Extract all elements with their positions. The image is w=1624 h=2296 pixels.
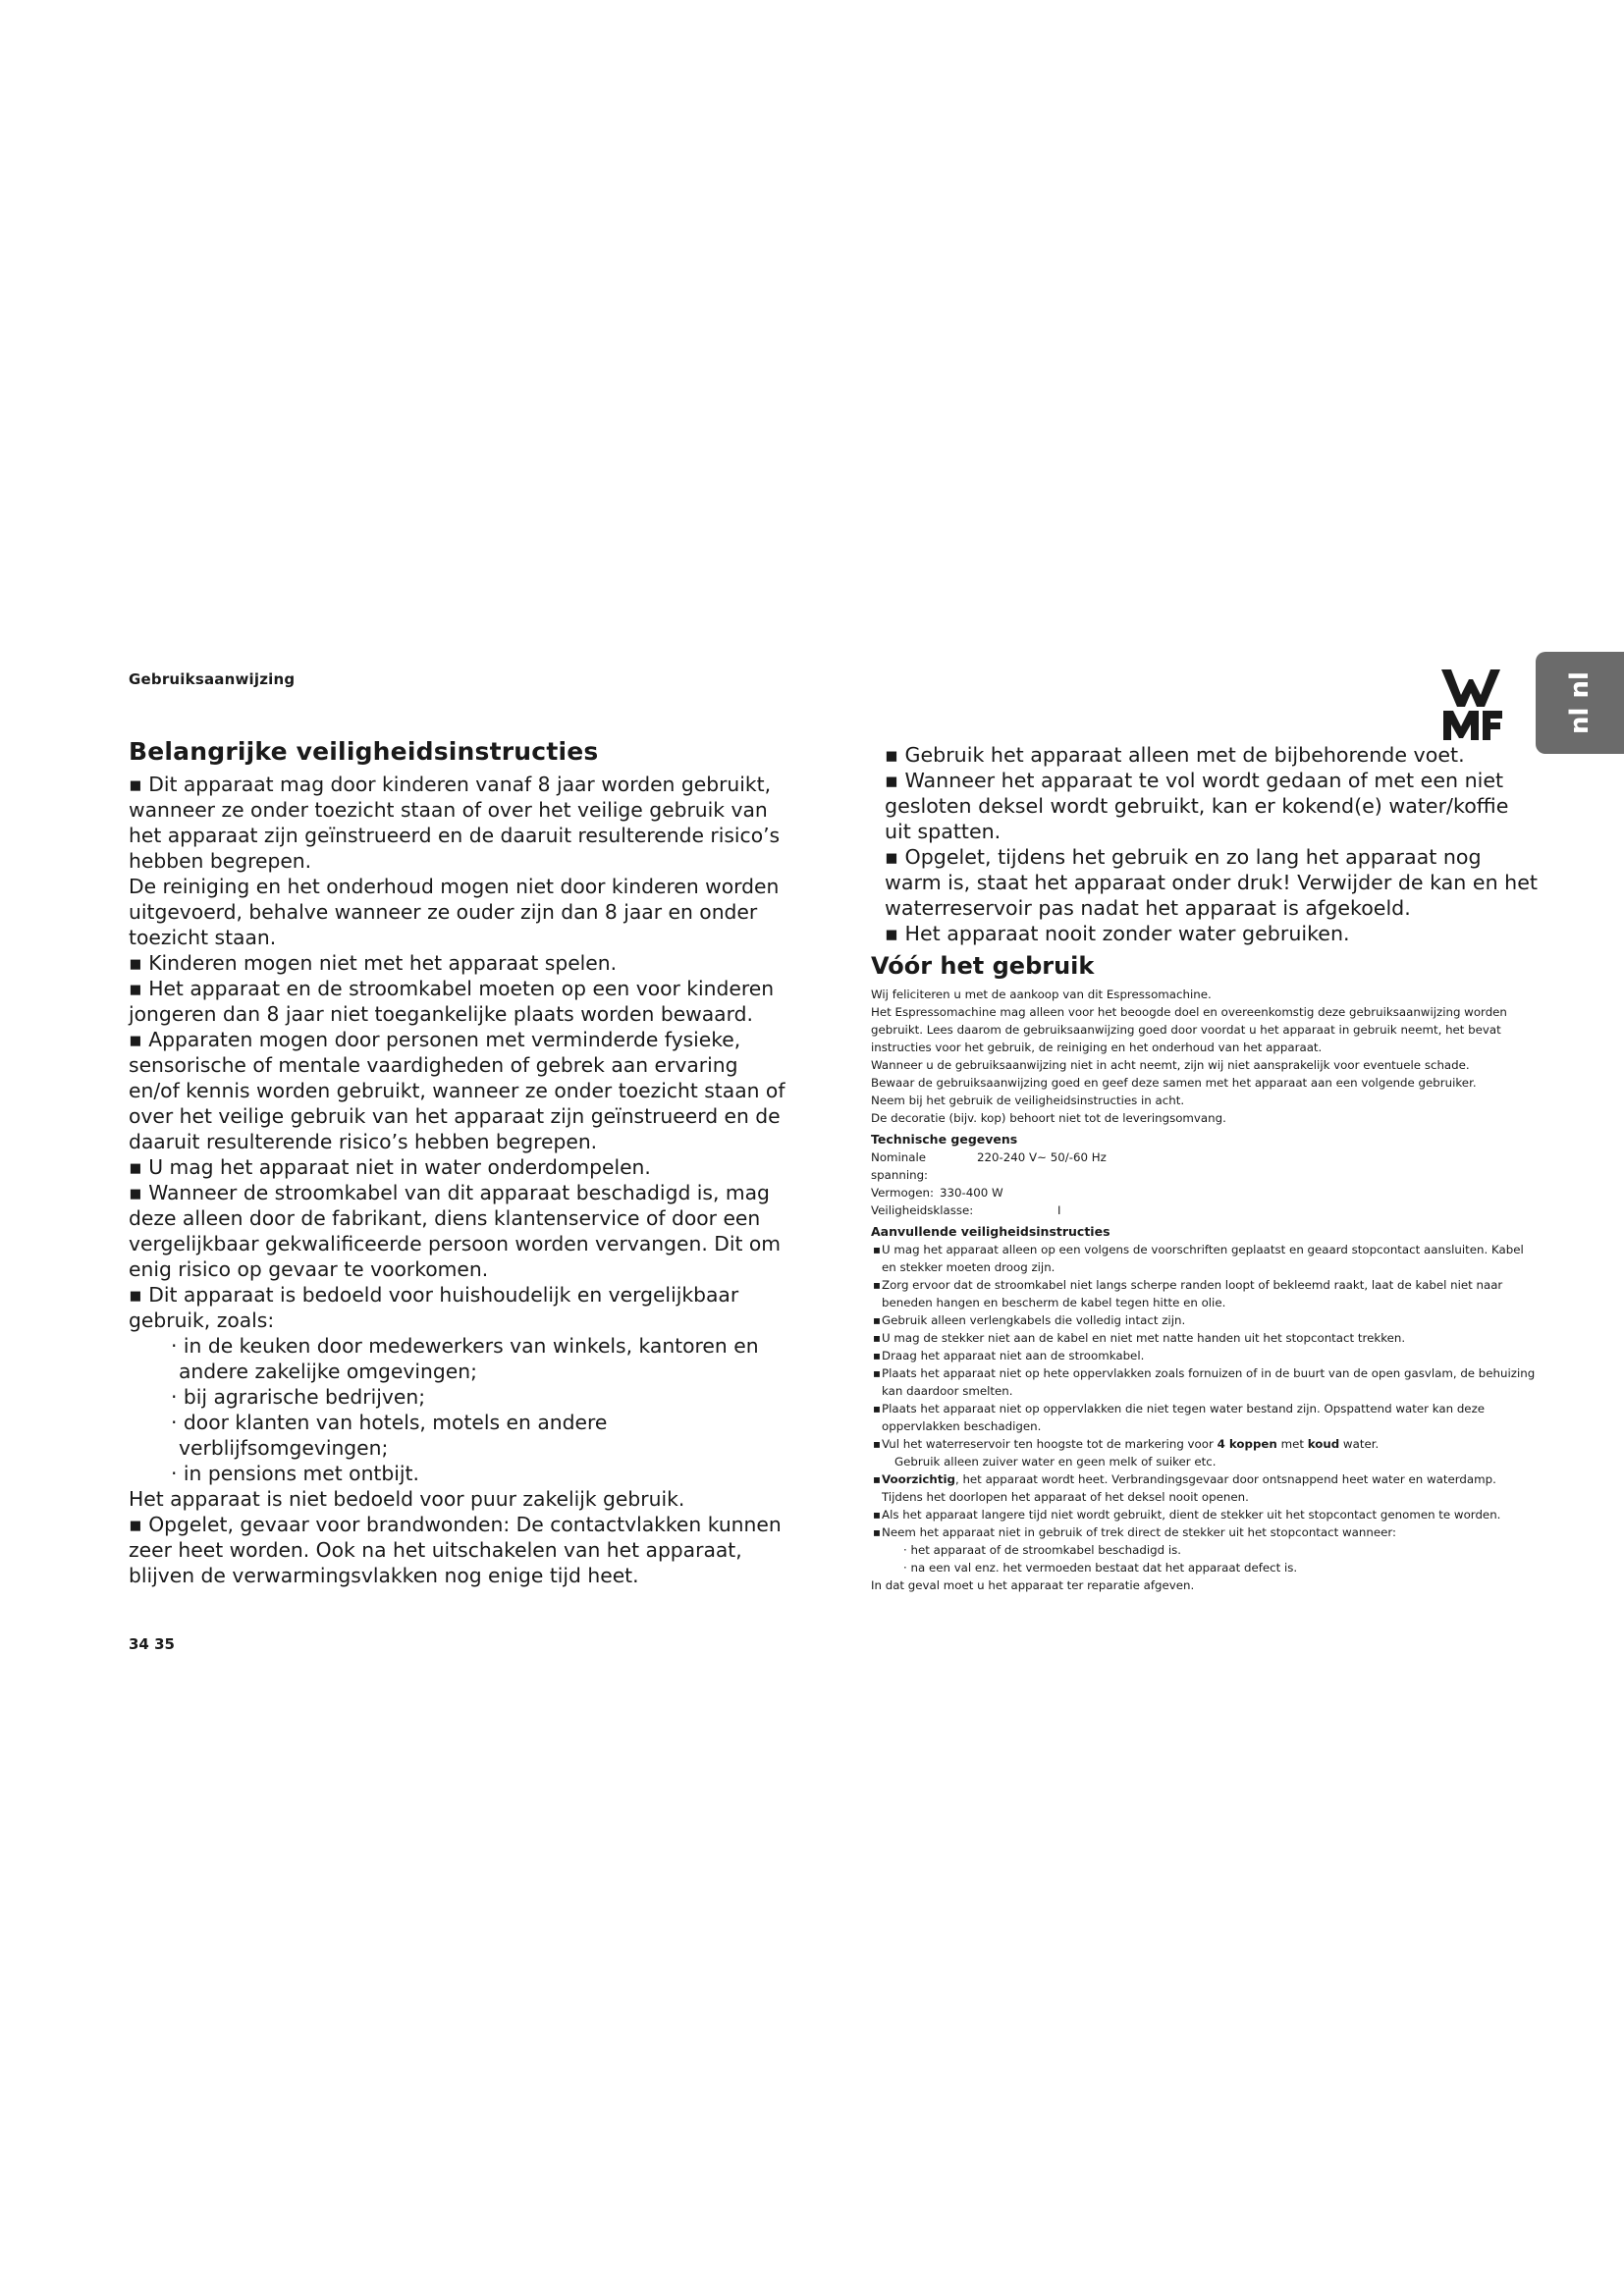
safety-paragraph: Het apparaat is niet bedoeld voor puur zakelijk gebruik. <box>129 1486 685 1511</box>
spec-value: I <box>1057 1203 1061 1217</box>
spec-row <box>871 1201 1539 1219</box>
spec-value: 220-240 V~ 50/-60 Hz <box>977 1150 1107 1164</box>
safety-item: ▪ Gebruik het apparaat alleen met de bijbehorende voet. <box>871 742 1539 768</box>
additional-item: ▪Vul het waterreservoir ten hoogste tot de markering voor 4 koppen met koud water. Gebruik alleen zuiver water en geen melk of suiker etc. <box>873 1437 1380 1468</box>
additional-item: ▪Zorg ervoor dat de stroomkabel niet langs scherpe randen loopt of bekleemd raakt, laat de kabel niet naar beneden hangen en bescherm de kabel tegen hitte en olie. <box>873 1278 1503 1309</box>
spec-label: Nominale spanning: <box>871 1150 929 1182</box>
additional-item: ▪U mag de stekker niet aan de kabel en niet met natte handen uit het stopcontact trekken. <box>873 1331 1406 1345</box>
spec-row <box>871 1184 1539 1201</box>
closing-text: In dat geval moet u het apparaat ter reparatie afgeven. <box>871 1578 1195 1592</box>
intro-text: Wij feliciteren u met de aankoop van dit Espressomachine. <box>871 988 1212 1001</box>
intro-text: Het Espressomachine mag alleen voor het beoogde doel en overeenkomstig deze gebruiksaanwijzing worden gebruikt. Lees daarom de gebruiksaanwijzing goed door voordat u het apparaat in gebruik neemt, het bevat instructies voor het gebruik, de reiniging en het onderhoud van het apparaat. <box>871 1005 1507 1054</box>
safety-paragraph: De reiniging en het onderhoud mogen niet door kinderen worden uitgevoerd, behalve wanneer ze ouder zijn dan 8 jaar en onder toezicht staan. <box>129 874 780 949</box>
safety-item: ▪ Opgelet, gevaar voor brandwonden: De contactvlakken kunnen zeer heet worden. Ook na het uitschakelen van het apparaat, blijven de verwarmingsvlakken nog enige tijd heet. <box>129 1512 786 1588</box>
additional-subitem: · na een val enz. het vermoeden bestaat dat het apparaat defect is. <box>903 1561 1298 1575</box>
additional-title: Aanvullende veiligheidsinstructies <box>871 1224 1110 1239</box>
safety-item: ▪ Dit apparaat mag door kinderen vanaf 8 jaar worden gebruikt, wanneer ze onder toezicht staan of over het veilige gebruik van het apparaat zijn geïnstrueerd en de daaruit resulterende risico’s hebben begrepen. <box>129 772 786 874</box>
document-header: Gebruiksaanwijzing <box>129 670 296 688</box>
additional-item: ▪Als het apparaat langere tijd niet wordt gebruikt, dient de stekker uit het stopcontact genomen te worden. <box>873 1508 1501 1522</box>
spec-label: Veiligheidsklasse: <box>871 1203 974 1217</box>
safety-item: ▪ Apparaten mogen door personen met verminderde fysieke, sensorische of mentale vaardigheden of gebrek aan ervaring en/of kennis worden gebruikt, wanneer ze onder toezicht staan of over het veilige gebruik van het apparaat zijn geïnstrueerd en de daaruit resulterende risico’s hebben begrepen. <box>129 1027 786 1154</box>
safety-item: ▪ U mag het apparaat niet in water onderdompelen. <box>129 1154 786 1180</box>
additional-item: ▪Neem het apparaat niet in gebruik of trek direct de stekker uit het stopcontact wanneer: <box>873 1525 1396 1539</box>
safety-subitem: · in de keuken door medewerkers van winkels, kantoren en andere zakelijke omgevingen; <box>129 1333 786 1384</box>
safety-item: ▪ Opgelet, tijdens het gebruik en zo lang het apparaat nog warm is, staat het apparaat onder druk! Verwijder de kan en het waterreservoir pas nadat het apparaat is afgekoeld. <box>871 844 1539 921</box>
before-use-title: Vóór het gebruik <box>871 952 1095 980</box>
safety-item: ▪ Het apparaat nooit zonder water gebruiken. <box>871 921 1539 946</box>
safety-title: Belangrijke veiligheidsinstructies <box>129 737 599 766</box>
spec-label: Vermogen: <box>871 1186 934 1200</box>
safety-item: ▪ Kinderen mogen niet met het apparaat spelen. <box>129 950 786 976</box>
additional-item: ▪Plaats het apparaat niet op hete oppervlakken zoals fornuizen of in de buurt van de open gasvlam, de behuizing kan daardoor smelten. <box>873 1366 1536 1398</box>
additional-item: ▪Plaats het apparaat niet op oppervlakken die niet tegen water bestand zijn. Opspattend water kan deze oppervlakken beschadigen. <box>873 1402 1486 1433</box>
additional-item: ▪Voorzichtig, het apparaat wordt heet. Verbrandingsgevaar door ontsnappend heet water en waterdamp. Tijdens het doorlopen het apparaat of het deksel nooit openen. <box>873 1472 1496 1504</box>
additional-item: ▪U mag het apparaat alleen op een volgens de voorschriften geplaatst en geaard stopcontact aansluiten. Kabel en stekker moeten droog zijn. <box>873 1243 1524 1274</box>
safety-subitem: · door klanten van hotels, motels en andere verblijfsomgevingen; <box>129 1410 786 1461</box>
safety-item: ▪ Wanneer de stroomkabel van dit apparaat beschadigd is, mag deze alleen door de fabrikant, diens klantenservice of door een vergelijkbaar gekwalificeerde persoon worden vervangen. Dit om enig risico op gevaar te voorkomen. <box>129 1180 786 1282</box>
safety-subitem: · bij agrarische bedrijven; <box>129 1384 786 1410</box>
additional-item: ▪Gebruik alleen verlengkabels die volledig intact zijn. <box>873 1313 1186 1327</box>
spec-row <box>871 1148 1539 1184</box>
language-tab <box>1536 652 1624 754</box>
safety-subitem: · in pensions met ontbijt. <box>129 1461 786 1486</box>
before-use-section <box>871 986 1539 1594</box>
right-column <box>871 742 1539 1594</box>
tech-title: Technische gegevens <box>871 1132 1018 1147</box>
intro-text: Wanneer u de gebruiksaanwijzing niet in acht neemt, zijn wij niet aansprakelijk voor eventuele schade. <box>871 1058 1470 1072</box>
additional-item: ▪Draag het apparaat niet aan de stroomkabel. <box>873 1349 1145 1362</box>
wmf-logo <box>1441 669 1510 740</box>
safety-item: ▪ Wanneer het apparaat te vol wordt gedaan of met een niet gesloten deksel wordt gebruikt, kan er kokend(e) water/koffie uit spatten. <box>871 768 1539 844</box>
safety-item: ▪ Het apparaat en de stroomkabel moeten op een voor kinderen jongeren dan 8 jaar niet toegankelijke plaats worden bewaard. <box>129 976 786 1027</box>
safety-list <box>129 772 786 1588</box>
page-numbers: 34 35 <box>129 1635 175 1653</box>
safety-section <box>129 738 786 1588</box>
intro-text: Bewaar de gebruiksaanwijzing goed en geef deze samen met het apparaat aan een volgende gebruiker. <box>871 1076 1477 1090</box>
language-tab-label: nl nl <box>1565 671 1595 734</box>
intro-text: De decoratie (bijv. kop) behoort niet tot de leveringsomvang. <box>871 1111 1226 1125</box>
safety-list-continued <box>871 742 1539 946</box>
safety-item: ▪ Dit apparaat is bedoeld voor huishoudelijk en vergelijkbaar gebruik, zoals: <box>129 1282 786 1333</box>
wmf-logo-icon <box>1441 669 1510 740</box>
additional-subitem: · het apparaat of de stroomkabel beschadigd is. <box>903 1543 1182 1557</box>
intro-text: Neem bij het gebruik de veiligheidsinstructies in acht. <box>871 1094 1185 1107</box>
spec-value: 330-400 W <box>940 1186 1003 1200</box>
